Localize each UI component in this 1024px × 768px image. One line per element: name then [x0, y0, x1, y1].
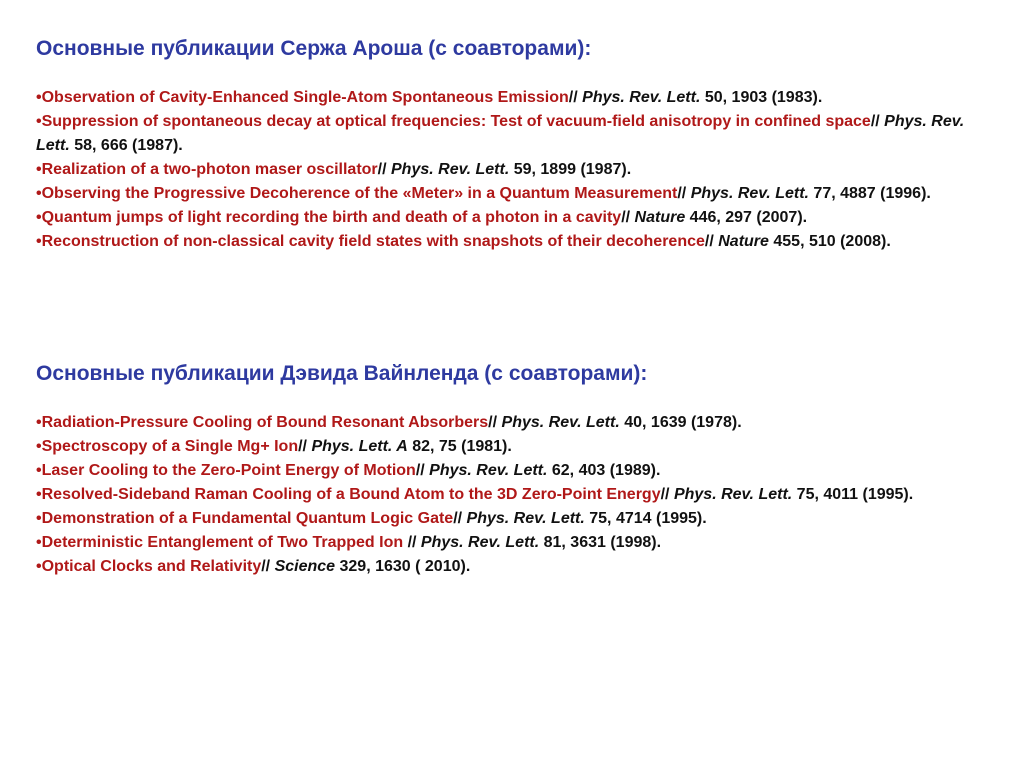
section-heading: Основные публикации Сержа Ароша (с соавторами): [36, 37, 592, 60]
publication-item [36, 86, 996, 110]
separator: // [415, 462, 430, 479]
publication-item [36, 182, 996, 206]
section-heading: Основные публикации Дэвида Вайнленда (с соавторами): [36, 362, 648, 385]
bullet: • [36, 113, 42, 130]
bullet: • [36, 209, 42, 226]
journal-name: Phys. Rev. Lett. [501, 414, 620, 431]
citation-reference: 59, 1899 (1987). [509, 161, 632, 178]
citation-reference: 40, 1639 (1978). [619, 414, 742, 431]
section-haroche [36, 33, 996, 254]
journal-name: Science [274, 558, 336, 575]
citation-reference: 58, 666 (1987). [69, 137, 183, 154]
citation-reference: 75, 4011 (1995). [792, 486, 914, 503]
bullet: • [36, 414, 42, 431]
separator: // [403, 534, 421, 551]
citation-reference: 81, 3631 (1998). [539, 534, 662, 551]
bullet: • [36, 89, 42, 106]
bullet: • [36, 462, 42, 479]
citation-reference: 50, 1903 (1983). [700, 89, 823, 106]
section-wineland [36, 358, 996, 579]
bullet: • [36, 534, 42, 551]
publication-title: Optical Clocks and Relativity [41, 558, 262, 575]
bullet: • [36, 510, 42, 527]
bullet: • [36, 161, 42, 178]
publication-title: Realization of a two-photon maser oscillator [41, 161, 378, 178]
bullet: • [36, 438, 42, 455]
publication-title: Observation of Cavity-Enhanced Single-Atom Spontaneous Emission [41, 89, 569, 106]
publication-item [36, 483, 996, 507]
publication-item [36, 230, 996, 254]
publication-title: Laser Cooling to the Zero-Point Energy of Motion [41, 462, 416, 479]
publication-list [36, 86, 996, 254]
journal-name: Phys. Rev. Lett. [673, 486, 793, 503]
publication-item [36, 435, 996, 459]
publication-item [36, 507, 996, 531]
publication-item [36, 110, 996, 158]
journal-name: Phys. Rev. Lett. [582, 89, 701, 106]
separator: // [377, 161, 391, 178]
separator: // [261, 558, 275, 575]
journal-name: Nature [634, 209, 686, 226]
separator: // [870, 113, 885, 130]
publication-item [36, 411, 996, 435]
separator: // [660, 486, 674, 503]
journal-name: Phys. Rev. Lett. [420, 534, 540, 551]
citation-reference: 329, 1630 ( 2010). [335, 558, 471, 575]
publication-title: Observing the Progressive Decoherence of the «Meter» in a Quantum Measurement [41, 185, 678, 202]
separator: // [704, 233, 719, 250]
separator: // [453, 510, 467, 527]
publication-list [36, 411, 996, 579]
separator: // [298, 438, 312, 455]
separator: // [621, 209, 635, 226]
journal-name: Phys. Rev. Lett. [429, 462, 548, 479]
publication-item [36, 158, 996, 182]
publication-title: Radiation-Pressure Cooling of Bound Resonant Absorbers [41, 414, 489, 431]
publication-item [36, 555, 996, 579]
citation-reference: 455, 510 (2008). [768, 233, 891, 250]
publication-title: Reconstruction of non-classical cavity field states with snapshots of their decoherence [41, 233, 705, 250]
journal-name: Phys. Rev. Lett. [466, 510, 585, 527]
separator: // [677, 185, 691, 202]
publication-title: Suppression of spontaneous decay at optical frequencies: Test of vacuum-field anisotropy in confined space [41, 113, 871, 130]
separator: // [568, 89, 583, 106]
citation-reference: 82, 75 (1981). [407, 438, 512, 455]
publication-title: Resolved-Sideband Raman Cooling of a Bound Atom to the 3D Zero-Point Energy [41, 486, 661, 503]
journal-name: Phys. Rev. Lett. [36, 113, 965, 154]
journal-name: Phys. Rev. Lett. [690, 185, 809, 202]
journal-name: Phys. Lett. A [311, 438, 408, 455]
citation-reference: 62, 403 (1989). [547, 462, 661, 479]
publication-title: Spectroscopy of a Single Mg+ Ion [41, 438, 299, 455]
publication-title: Quantum jumps of light recording the birth and death of a photon in a cavity [41, 209, 622, 226]
bullet: • [36, 486, 42, 503]
bullet: • [36, 233, 42, 250]
citation-reference: 446, 297 (2007). [685, 209, 808, 226]
journal-name: Phys. Rev. Lett. [391, 161, 510, 178]
bullet: • [36, 558, 42, 575]
separator: // [488, 414, 502, 431]
publication-item [36, 531, 996, 555]
citation-reference: 77, 4887 (1996). [808, 185, 931, 202]
journal-name: Nature [718, 233, 769, 250]
publication-item [36, 206, 996, 230]
publication-title: Demonstration of a Fundamental Quantum Logic Gate [41, 510, 454, 527]
publication-title: Deterministic Entanglement of Two Trapped Ion [41, 534, 404, 551]
bullet: • [36, 185, 42, 202]
publication-item [36, 459, 996, 483]
citation-reference: 75, 4714 (1995). [584, 510, 707, 527]
